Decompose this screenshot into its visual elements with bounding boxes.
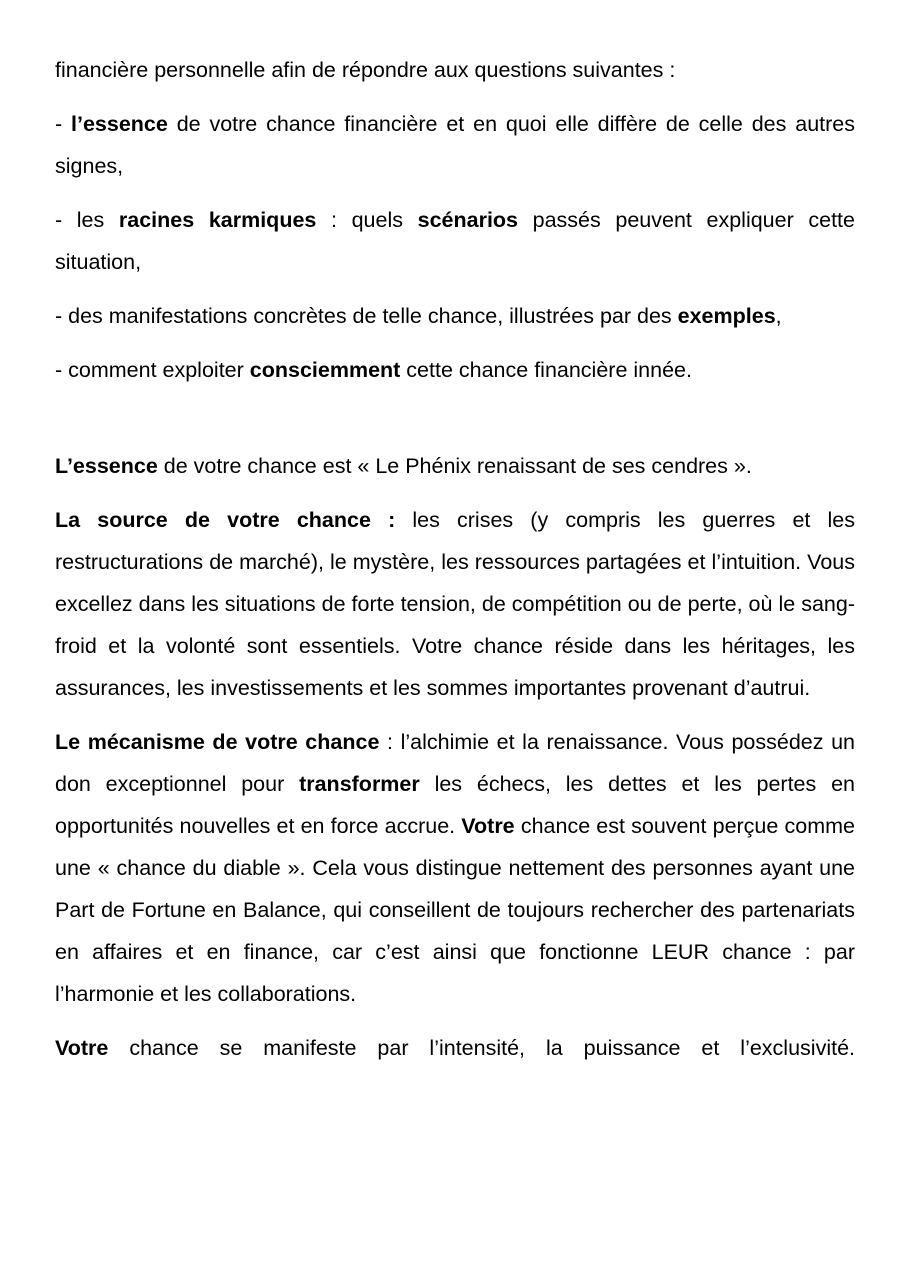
bold-term: exemples xyxy=(677,304,776,328)
bold-term: Votre xyxy=(55,1036,109,1060)
bullet-text: - comment exploiter xyxy=(55,358,250,382)
mecanisme-paragraph xyxy=(55,721,855,1015)
paragraph-text: de votre chance est « Le Phénix renaissant de ses cendres ». xyxy=(157,454,752,478)
paragraph-text: chance se manifeste par l’intensité, la puissance et l’exclusivité. xyxy=(108,1036,855,1060)
bold-term: scénarios xyxy=(417,208,519,232)
bold-term: Votre xyxy=(461,814,515,838)
bold-term: racines karmiques xyxy=(118,208,317,232)
bold-term: L’essence xyxy=(55,454,158,478)
essence-paragraph xyxy=(55,445,855,487)
bullet-essence xyxy=(55,103,855,187)
intro-text: financière personnelle afin de répondre aux questions suivantes : xyxy=(55,58,676,82)
bullet-prefix: - les xyxy=(55,208,119,232)
paragraph-text: : l’alchimie et la renaissance. Vous possédez un don exceptionnel pour xyxy=(55,730,856,796)
paragraph-text: les échecs, les dettes et les pertes en opportunités nouvelles et en force accrue. xyxy=(55,772,855,838)
bullet-text: - des manifestations concrètes de telle chance, illustrées par des xyxy=(55,304,678,328)
bullet-text: , xyxy=(775,304,782,328)
blank-line xyxy=(55,403,855,445)
document-page xyxy=(55,49,855,1081)
bold-term: consciemment xyxy=(249,358,401,382)
bullet-prefix: - xyxy=(55,112,72,136)
bullet-text: cette chance financière innée. xyxy=(400,358,692,382)
bold-term: l’essence xyxy=(71,112,168,136)
bold-term: Le mécanisme de votre chance xyxy=(55,730,380,754)
paragraph-text: chance est souvent perçue comme une « chance du diable ». Cela vous distingue nettement des personnes ayant une Part de Fortune en Balance, qui conseillent de toujours rechercher des partenariats en affaires et en finance, car c’est ainsi que fonctionne LEUR chance : par l’harmonie et les collaborations. xyxy=(55,814,855,1006)
bullet-manifestations xyxy=(55,295,855,337)
bullet-text: de votre chance financière et en quoi elle diffère de celle des autres signes, xyxy=(55,112,855,178)
bullet-text: passés peuvent expliquer cette situation, xyxy=(55,208,855,274)
bold-term: transformer xyxy=(299,772,420,796)
bold-term: La source de votre chance : xyxy=(55,508,396,532)
intro-paragraph xyxy=(55,49,855,91)
bullet-text: : quels xyxy=(316,208,418,232)
bullet-racines xyxy=(55,199,855,283)
paragraph-text: les crises (y compris les guerres et les restructurations de marché), le mystère, les ressources partagées et l’intuition. Vous excellez dans les situations de forte tension, de compétition ou de perte, où le sang-froid et la volonté sont essentiels. Votre chance réside dans les héritages, les assurances, les investissements et les sommes importantes provenant d’autrui. xyxy=(55,508,855,700)
bullet-consciemment xyxy=(55,349,855,391)
manifeste-paragraph xyxy=(55,1027,855,1069)
source-paragraph xyxy=(55,499,855,709)
